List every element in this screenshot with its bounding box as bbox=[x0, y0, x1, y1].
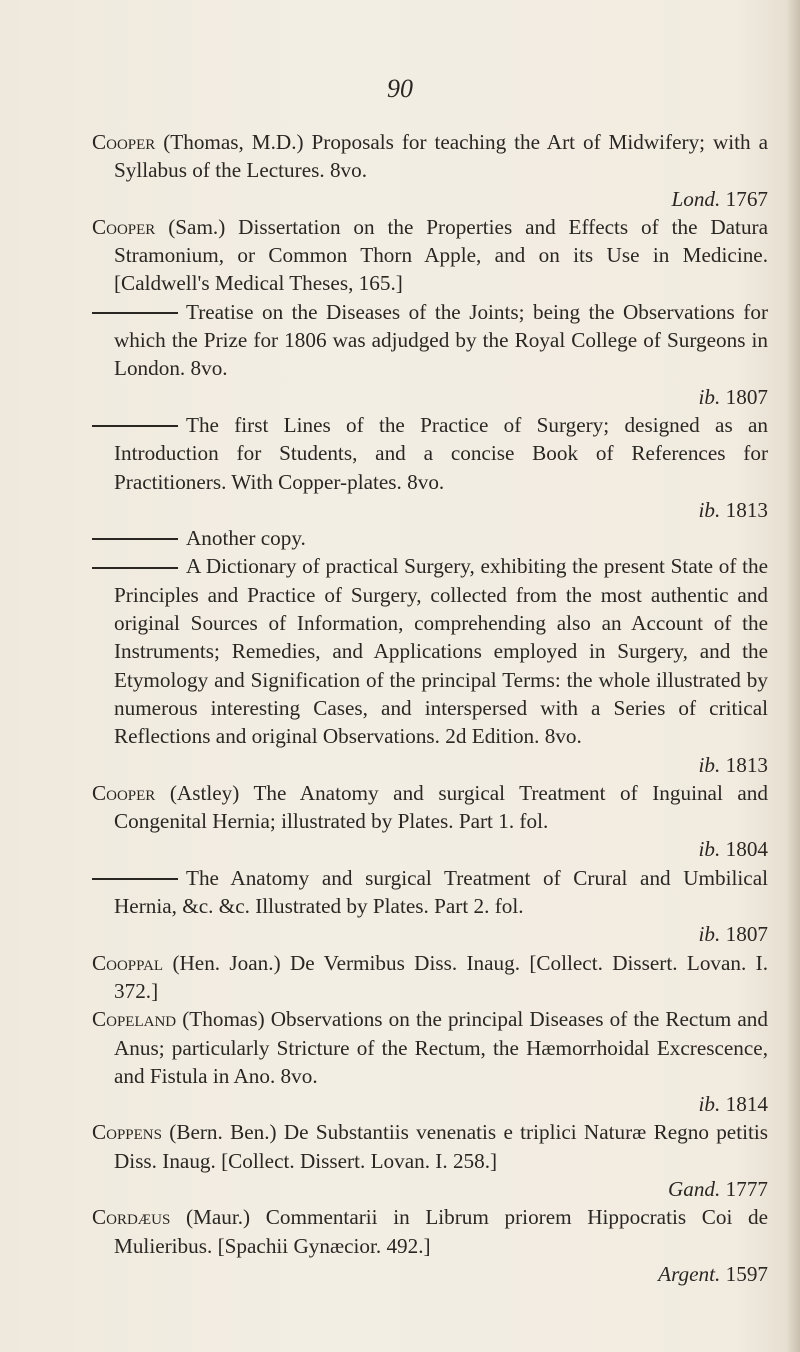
imprint-place: ib. bbox=[698, 837, 721, 862]
page-edge-shadow bbox=[786, 0, 800, 1352]
entry-imprint bbox=[114, 1260, 768, 1288]
entry-author: Cooper bbox=[92, 780, 156, 805]
entry-imprint bbox=[114, 1090, 768, 1118]
ditto-rule bbox=[92, 312, 178, 314]
catalogue-entry bbox=[92, 949, 768, 1006]
catalogue-entry bbox=[92, 411, 768, 524]
imprint-year: 1767 bbox=[720, 186, 768, 211]
entry-imprint bbox=[114, 383, 768, 411]
entry-imprint bbox=[114, 496, 768, 524]
catalogue-entry bbox=[92, 524, 768, 552]
catalogue-entry bbox=[92, 779, 768, 864]
imprint-place: ib. bbox=[698, 752, 721, 777]
entry-imprint bbox=[114, 1175, 768, 1203]
entry-imprint bbox=[114, 835, 768, 863]
imprint-place: Lond. bbox=[671, 186, 721, 211]
catalogue-entry bbox=[92, 1118, 768, 1203]
ditto-rule bbox=[92, 567, 178, 569]
entry-text: (Bern. Ben.) De Substantiis venenatis e triplici Naturæ Regno petitis Diss. Inaug. [Collect. Dissert. Lovan. I. 258.] bbox=[114, 1120, 768, 1173]
entry-text: (Sam.) Dissertation on the Properties and Effects of the Datura Stramonium, or Common Thorn Apple, and on its Use in Medicine. [Caldwell's Medical Theses, 165.] bbox=[114, 214, 768, 296]
entry-text: The Anatomy and surgical Treatment of Crural and Umbilical Hernia, &c. &c. Illustrated by Plates. Part 2. fol. bbox=[114, 865, 768, 919]
ditto-rule bbox=[92, 425, 178, 427]
entry-imprint bbox=[114, 185, 768, 213]
imprint-year: 1807 bbox=[720, 384, 768, 409]
catalogue-entry bbox=[92, 298, 768, 411]
entry-text: (Hen. Joan.) De Vermibus Diss. Inaug. [Collect. Dissert. Lovan. I. 372.] bbox=[114, 950, 768, 1003]
imprint-year: 1813 bbox=[720, 752, 768, 777]
catalogue-entry bbox=[92, 1005, 768, 1118]
catalogue-entry bbox=[92, 213, 768, 298]
entry-author: Copeland bbox=[92, 1007, 177, 1032]
entry-text: (Thomas, M.D.) Proposals for teaching the Art of Midwifery; with a Syllabus of the Lectures. 8vo. bbox=[114, 130, 768, 183]
imprint-place: ib. bbox=[698, 497, 721, 522]
catalogue-entry bbox=[92, 128, 768, 213]
catalogue-entry bbox=[92, 864, 768, 949]
entry-text: The first Lines of the Practice of Surgery; designed as an Introduction for Students, and a concise Book of References for Practitioners. With Copper-plates. 8vo. bbox=[114, 412, 768, 494]
catalogue-entry bbox=[92, 1203, 768, 1288]
entry-text: A Dictionary of practical Surgery, exhibiting the present State of the Principles and Practice of Surgery, collected from the most authentic and original Sources of Information, comprehending also an Account of the Instruments; Remedies, and Applications employed in Surgery, and the Etymology and Signification of the principal Terms: the whole illustrated by numerous interesting Cases, and interspersed with a Series of critical Reflections and original Observations. 2d Edition. 8vo. bbox=[114, 554, 768, 749]
entry-imprint bbox=[114, 751, 768, 779]
entry-author: Cordæus bbox=[92, 1205, 171, 1230]
entry-author: Cooppal bbox=[92, 950, 164, 975]
ditto-rule bbox=[92, 878, 178, 880]
entry-author: Cooper bbox=[92, 130, 156, 154]
ditto-rule bbox=[92, 538, 178, 540]
catalogue-entry bbox=[92, 552, 768, 778]
imprint-place: Argent. bbox=[658, 1261, 721, 1286]
entry-text: (Maur.) Commentarii in Librum priorem Hippocratis Coi de Mulieribus. [Spachii Gynæcior. 492.] bbox=[114, 1205, 768, 1258]
imprint-year: 1777 bbox=[720, 1176, 768, 1201]
entry-author: Cooper bbox=[92, 214, 156, 239]
imprint-year: 1807 bbox=[720, 922, 768, 947]
page-number: 90 bbox=[387, 74, 413, 103]
imprint-place: ib. bbox=[698, 384, 721, 409]
imprint-place: ib. bbox=[698, 922, 721, 947]
imprint-year: 1813 bbox=[720, 497, 768, 522]
entry-text: Treatise on the Diseases of the Joints; being the Observations for which the Prize for 1806 was adjudged by the Royal College of Surgeons in London. 8vo. bbox=[114, 299, 768, 381]
entry-text: (Thomas) Observations on the principal Diseases of the Rectum and Anus; particularly Stricture of the Rectum, the Hæmorrhoidal Excrescence, and Fistula in Ano. 8vo. bbox=[114, 1007, 768, 1088]
entry-author: Coppens bbox=[92, 1120, 162, 1145]
imprint-place: ib. bbox=[698, 1092, 721, 1117]
entry-text: Another copy. bbox=[186, 526, 306, 551]
imprint-place: Gand. bbox=[667, 1176, 721, 1201]
catalogue-entries bbox=[92, 128, 768, 1288]
imprint-year: 1597 bbox=[720, 1261, 768, 1286]
imprint-year: 1814 bbox=[720, 1092, 768, 1117]
imprint-year: 1804 bbox=[720, 837, 768, 862]
entry-imprint bbox=[114, 920, 768, 948]
entry-text: (Astley) The Anatomy and surgical Treatment of Inguinal and Congenital Hernia; illustrated by Plates. Part 1. fol. bbox=[114, 780, 768, 834]
